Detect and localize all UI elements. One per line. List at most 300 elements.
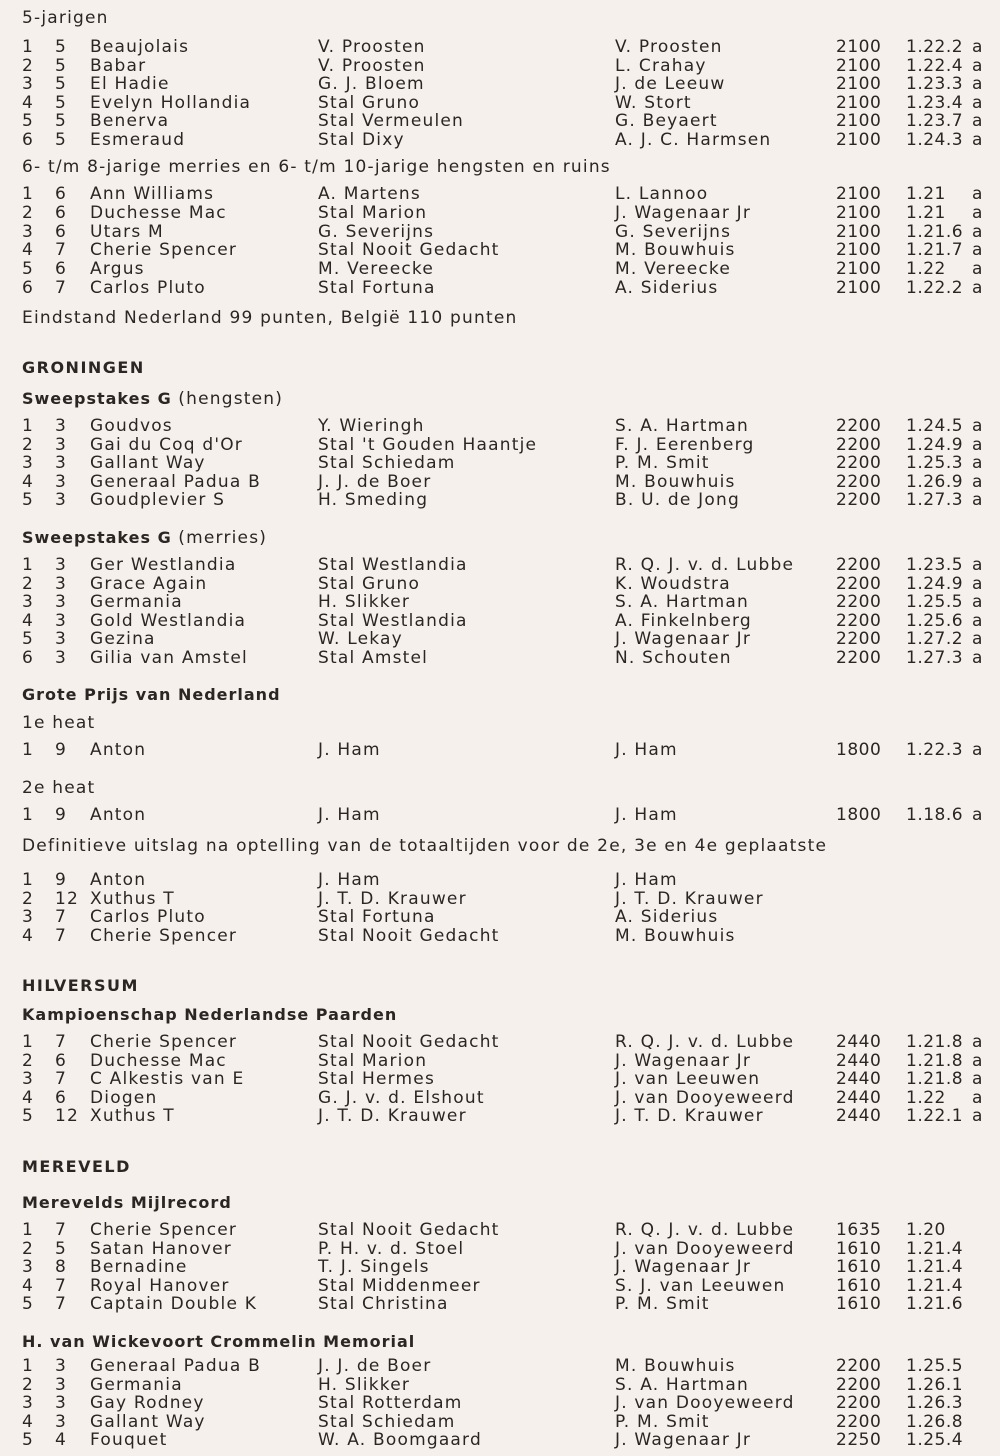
- result-owner: Stal Middenmeer: [318, 1275, 481, 1296]
- result-owner: A. Martens: [318, 184, 421, 204]
- result-time: 1.25.3: [906, 453, 964, 474]
- result-time: 1.22.2: [906, 37, 964, 57]
- result-owner: V. Proosten: [318, 37, 426, 57]
- result-row: [0, 1052, 1000, 1071]
- race-heading: [22, 389, 283, 409]
- result-driver: M. Bouwhuis: [615, 471, 736, 492]
- result-time: 1.22: [906, 1087, 946, 1108]
- result-pos: 5: [22, 490, 35, 511]
- result-driver: J. van Dooyeweerd: [615, 1087, 795, 1108]
- result-horse: Carlos Pluto: [90, 278, 206, 298]
- result-time: 1.26.1: [906, 1374, 964, 1395]
- result-dist: 2200: [836, 1356, 882, 1376]
- result-a: a: [972, 740, 984, 760]
- result-time: 1.27.3: [906, 648, 964, 668]
- result-dist: 2200: [836, 471, 882, 492]
- result-owner: J. T. D. Krauwer: [318, 888, 467, 909]
- result-age: 12: [55, 1106, 80, 1127]
- result-owner: J. J. de Boer: [318, 471, 432, 492]
- result-pos: 4: [22, 610, 35, 631]
- result-row: [0, 279, 1000, 298]
- result-age: 3: [55, 555, 68, 575]
- result-owner: Stal Rotterdam: [318, 1393, 463, 1414]
- result-pos: 2: [22, 888, 35, 909]
- result-age: 6: [55, 1050, 68, 1071]
- result-a: a: [972, 1050, 984, 1071]
- result-dist: 2200: [836, 453, 882, 474]
- result-row: [0, 241, 1000, 260]
- result-dist: 2100: [836, 111, 882, 132]
- result-a: a: [972, 130, 984, 150]
- venue-heading: GRONINGEN: [22, 358, 145, 377]
- result-driver: N. Schouten: [615, 648, 732, 668]
- result-driver: P. M. Smit: [615, 1294, 710, 1315]
- result-row: [0, 38, 1000, 57]
- heading-subtitle: (hengsten): [178, 389, 284, 409]
- result-row: [0, 436, 1000, 455]
- result-driver: W. Stort: [615, 92, 692, 113]
- result-dist: 2100: [836, 74, 882, 95]
- result-driver: J. Ham: [615, 740, 678, 760]
- result-dist: 2200: [836, 416, 882, 436]
- group-heading: [22, 8, 109, 28]
- result-a: a: [972, 555, 984, 575]
- result-time: 1.25.5: [906, 592, 964, 613]
- heading-subtitle: (merries): [178, 528, 268, 548]
- result-driver: J. Wagenaar Jr: [615, 202, 752, 223]
- result-owner: J. Ham: [318, 805, 381, 825]
- result-driver: R. Q. J. v. d. Lubbe: [615, 1032, 795, 1052]
- result-age: 5: [55, 55, 68, 76]
- result-dist: 1610: [836, 1275, 882, 1296]
- result-driver: J. Wagenaar Jr: [615, 1050, 752, 1071]
- result-pos: 4: [22, 471, 35, 492]
- race-heading: [22, 1332, 415, 1352]
- result-row: [0, 890, 1000, 909]
- result-owner: J. Ham: [318, 870, 381, 890]
- result-pos: 3: [22, 1069, 35, 1090]
- result-pos: 4: [22, 1411, 35, 1432]
- result-age: 3: [55, 490, 68, 511]
- result-age: 7: [55, 1294, 68, 1315]
- result-dist: 2200: [836, 629, 882, 650]
- result-pos: 4: [22, 925, 35, 946]
- result-pos: 1: [22, 555, 35, 575]
- result-horse: Gilia van Amstel: [90, 648, 248, 668]
- result-time: 1.24.3: [906, 130, 964, 150]
- result-age: 6: [55, 221, 68, 242]
- result-a: a: [972, 202, 984, 223]
- result-pos: 1: [22, 805, 35, 825]
- result-pos: 5: [22, 259, 35, 280]
- result-row: [0, 1240, 1000, 1259]
- result-horse: Xuthus T: [90, 888, 175, 909]
- result-age: 7: [55, 907, 68, 928]
- result-pos: 3: [22, 907, 35, 928]
- result-driver: P. M. Smit: [615, 453, 710, 474]
- result-time: 1.21.4: [906, 1275, 964, 1296]
- result-time: 1.26.3: [906, 1393, 964, 1414]
- result-owner: Stal Nooit Gedacht: [318, 1032, 500, 1052]
- result-pos: 1: [22, 416, 35, 436]
- result-owner: Stal Fortuna: [318, 907, 436, 928]
- result-age: 4: [55, 1430, 68, 1451]
- result-age: 12: [55, 888, 80, 909]
- result-horse: Gezina: [90, 629, 156, 650]
- result-age: 7: [55, 1275, 68, 1296]
- result-horse: Anton: [90, 805, 147, 825]
- result-owner: M. Vereecke: [318, 259, 435, 280]
- result-driver: J. van Dooyeweerd: [615, 1393, 795, 1414]
- result-pos: 3: [22, 74, 35, 95]
- result-horse: C Alkestis van E: [90, 1069, 245, 1090]
- result-owner: P. H. v. d. Stoel: [318, 1238, 465, 1259]
- result-time: 1.22.3: [906, 740, 964, 760]
- result-driver: L. Crahay: [615, 55, 707, 76]
- group-heading: [22, 836, 827, 856]
- result-row: [0, 1357, 1000, 1376]
- result-owner: J. T. D. Krauwer: [318, 1106, 467, 1127]
- result-horse: Argus: [90, 259, 145, 280]
- result-pos: 3: [22, 453, 35, 474]
- result-time: 1.24.9: [906, 573, 964, 594]
- result-age: 5: [55, 1238, 68, 1259]
- result-time: 1.21.4: [906, 1257, 964, 1278]
- result-driver: J. Wagenaar Jr: [615, 1257, 752, 1278]
- result-owner: G. J. Bloem: [318, 74, 425, 95]
- result-row: [0, 741, 1000, 760]
- result-pos: 5: [22, 1106, 35, 1127]
- result-row: [0, 204, 1000, 223]
- result-owner: H. Slikker: [318, 1374, 411, 1395]
- result-age: 3: [55, 434, 68, 455]
- result-age: 3: [55, 573, 68, 594]
- result-pos: 5: [22, 629, 35, 650]
- result-owner: Stal Schiedam: [318, 1411, 456, 1432]
- result-row: [0, 223, 1000, 242]
- result-driver: M. Bouwhuis: [615, 1356, 736, 1376]
- result-row: [0, 556, 1000, 575]
- result-row: [0, 75, 1000, 94]
- race-heading: Grote Prijs van Nederland: [22, 685, 281, 704]
- result-row: [0, 1221, 1000, 1240]
- result-age: 7: [55, 278, 68, 298]
- result-horse: Cherie Spencer: [90, 925, 238, 946]
- result-horse: Ann Williams: [90, 184, 215, 204]
- result-owner: Stal Marion: [318, 202, 428, 223]
- heading-text: Kampioenschap Nederlandse Paarden: [22, 1005, 398, 1024]
- result-dist: 2100: [836, 221, 882, 242]
- result-owner: Stal Fortuna: [318, 278, 436, 298]
- result-row: [0, 612, 1000, 631]
- result-horse: Duchesse Mac: [90, 1050, 227, 1071]
- result-dist: 1610: [836, 1294, 882, 1315]
- result-driver: J. Wagenaar Jr: [615, 629, 752, 650]
- result-age: 5: [55, 74, 68, 95]
- result-a: a: [972, 184, 984, 204]
- result-row: [0, 57, 1000, 76]
- result-a: a: [972, 37, 984, 57]
- result-pos: 1: [22, 740, 35, 760]
- result-driver: J. van Dooyeweerd: [615, 1238, 795, 1259]
- result-owner: Stal Gruno: [318, 92, 421, 113]
- result-horse: Cherie Spencer: [90, 1032, 238, 1052]
- result-row: [0, 473, 1000, 492]
- result-owner: Stal Nooit Gedacht: [318, 925, 500, 946]
- result-time: 1.22: [906, 259, 946, 280]
- result-horse: Goudplevier S: [90, 490, 226, 511]
- result-time: 1.22.4: [906, 55, 964, 76]
- result-row: [0, 1413, 1000, 1432]
- result-age: 6: [55, 1087, 68, 1108]
- result-pos: 5: [22, 1430, 35, 1451]
- result-owner: Stal Schiedam: [318, 453, 456, 474]
- result-owner: Stal Gruno: [318, 573, 421, 594]
- result-row: [0, 1258, 1000, 1277]
- result-horse: Grace Again: [90, 573, 208, 594]
- result-age: 3: [55, 1393, 68, 1414]
- race-heading: [22, 1193, 232, 1213]
- result-dist: 2440: [836, 1106, 882, 1127]
- result-pos: 2: [22, 202, 35, 223]
- result-driver: P. M. Smit: [615, 1411, 710, 1432]
- result-time: 1.27.3: [906, 490, 964, 511]
- summary-text: Eindstand Nederland 99 punten, België 110 punten: [22, 308, 518, 328]
- heading-text: 2e heat: [22, 778, 96, 798]
- result-row: [0, 1033, 1000, 1052]
- result-age: 3: [55, 648, 68, 668]
- result-owner: Stal 't Gouden Haantje: [318, 434, 538, 455]
- result-age: 7: [55, 240, 68, 261]
- result-time: 1.25.4: [906, 1430, 964, 1451]
- result-time: 1.21.8: [906, 1050, 964, 1071]
- result-age: 3: [55, 1374, 68, 1395]
- result-row: [0, 649, 1000, 668]
- result-a: a: [972, 416, 984, 436]
- result-a: a: [972, 629, 984, 650]
- result-time: 1.21.8: [906, 1032, 964, 1052]
- result-a: a: [972, 453, 984, 474]
- result-row: [0, 260, 1000, 279]
- result-horse: El Hadie: [90, 74, 170, 95]
- result-driver: S. A. Hartman: [615, 1374, 749, 1395]
- result-driver: J. van Leeuwen: [615, 1069, 761, 1090]
- result-horse: Xuthus T: [90, 1106, 175, 1127]
- result-time: 1.23.4: [906, 92, 964, 113]
- result-driver: S. A. Hartman: [615, 416, 749, 436]
- result-pos: 6: [22, 278, 35, 298]
- result-owner: Stal Hermes: [318, 1069, 436, 1090]
- result-driver: R. Q. J. v. d. Lubbe: [615, 1220, 795, 1240]
- result-driver: J. Ham: [615, 870, 678, 890]
- heading-text: Merevelds Mijlrecord: [22, 1193, 232, 1212]
- result-horse: Gallant Way: [90, 453, 206, 474]
- result-horse: Goudvos: [90, 416, 173, 436]
- result-dist: 2200: [836, 1393, 882, 1414]
- result-time: 1.21.7: [906, 240, 964, 261]
- race-heading: [22, 528, 267, 548]
- result-time: 1.18.6: [906, 805, 964, 825]
- result-row: [0, 1394, 1000, 1413]
- result-row: [0, 112, 1000, 131]
- heading-text: Sweepstakes G: [22, 528, 172, 547]
- result-pos: 4: [22, 240, 35, 261]
- result-owner: Stal Nooit Gedacht: [318, 240, 500, 261]
- result-row: [0, 454, 1000, 473]
- result-row: [0, 630, 1000, 649]
- venue-heading: MEREVELD: [22, 1157, 131, 1176]
- result-pos: 3: [22, 221, 35, 242]
- result-time: 1.26.8: [906, 1411, 964, 1432]
- result-horse: Satan Hanover: [90, 1238, 232, 1259]
- result-pos: 6: [22, 648, 35, 668]
- result-a: a: [972, 221, 984, 242]
- result-dist: 2100: [836, 37, 882, 57]
- result-horse: Gai du Coq d'Or: [90, 434, 243, 455]
- result-time: 1.23.7: [906, 111, 964, 132]
- result-driver: L. Lannoo: [615, 184, 709, 204]
- result-dist: 2100: [836, 278, 882, 298]
- result-time: 1.22.2: [906, 278, 964, 298]
- result-a: a: [972, 92, 984, 113]
- result-horse: Generaal Padua B: [90, 1356, 261, 1376]
- result-dist: 2100: [836, 240, 882, 261]
- result-age: 8: [55, 1257, 68, 1278]
- result-time: 1.27.2: [906, 629, 964, 650]
- result-owner: G. Severijns: [318, 221, 435, 242]
- result-dist: 2250: [836, 1430, 882, 1451]
- result-dist: 2100: [836, 202, 882, 223]
- result-horse: Ger Westlandia: [90, 555, 237, 575]
- result-dist: 2200: [836, 573, 882, 594]
- result-age: 5: [55, 130, 68, 150]
- result-horse: Benerva: [90, 111, 170, 132]
- result-driver: J. T. D. Krauwer: [615, 1106, 764, 1127]
- result-driver: S. J. van Leeuwen: [615, 1275, 786, 1296]
- result-horse: Anton: [90, 870, 147, 890]
- result-dist: 2200: [836, 490, 882, 511]
- result-age: 9: [55, 870, 68, 890]
- result-time: 1.23.3: [906, 74, 964, 95]
- result-pos: 3: [22, 592, 35, 613]
- result-row: [0, 1431, 1000, 1450]
- result-pos: 4: [22, 1087, 35, 1108]
- result-horse: Cherie Spencer: [90, 240, 238, 261]
- result-driver: B. U. de Jong: [615, 490, 740, 511]
- race-heading: [22, 1005, 397, 1025]
- result-horse: Bernadine: [90, 1257, 188, 1278]
- result-driver: A. Siderius: [615, 278, 719, 298]
- result-owner: Stal Dixy: [318, 130, 405, 150]
- heading-text: 1e heat: [22, 713, 96, 733]
- result-dist: 2440: [836, 1087, 882, 1108]
- result-pos: 1: [22, 1032, 35, 1052]
- result-pos: 3: [22, 1393, 35, 1414]
- result-row: [0, 575, 1000, 594]
- result-driver: J. de Leeuw: [615, 74, 726, 95]
- result-time: 1.25.5: [906, 1356, 964, 1376]
- result-a: a: [972, 573, 984, 594]
- result-time: 1.21: [906, 202, 946, 223]
- result-pos: 5: [22, 111, 35, 132]
- result-horse: Utars M: [90, 221, 164, 242]
- result-time: 1.26.9: [906, 471, 964, 492]
- result-dist: 2200: [836, 592, 882, 613]
- result-a: a: [972, 111, 984, 132]
- result-dist: 1800: [836, 740, 882, 760]
- result-row: [0, 1295, 1000, 1314]
- result-row: [0, 871, 1000, 890]
- result-a: a: [972, 259, 984, 280]
- result-a: a: [972, 805, 984, 825]
- result-a: a: [972, 490, 984, 511]
- result-driver: M. Bouwhuis: [615, 240, 736, 261]
- result-pos: 2: [22, 1050, 35, 1071]
- result-driver: M. Bouwhuis: [615, 925, 736, 946]
- result-time: 1.21.6: [906, 221, 964, 242]
- result-owner: Y. Wieringh: [318, 416, 425, 436]
- result-pos: 1: [22, 37, 35, 57]
- result-driver: R. Q. J. v. d. Lubbe: [615, 555, 795, 575]
- result-owner: Stal Amstel: [318, 648, 429, 668]
- result-dist: 2440: [836, 1069, 882, 1090]
- result-age: 3: [55, 1356, 68, 1376]
- result-pos: 1: [22, 1356, 35, 1376]
- result-driver: V. Proosten: [615, 37, 723, 57]
- result-horse: Cherie Spencer: [90, 1220, 238, 1240]
- result-dist: 2200: [836, 434, 882, 455]
- result-age: 7: [55, 1069, 68, 1090]
- result-age: 3: [55, 471, 68, 492]
- result-owner: Stal Vermeulen: [318, 111, 465, 132]
- result-owner: T. J. Singels: [318, 1257, 430, 1278]
- result-owner: J. Ham: [318, 740, 381, 760]
- result-owner: G. J. v. d. Elshout: [318, 1087, 485, 1108]
- result-horse: Esmeraud: [90, 130, 186, 150]
- result-horse: Royal Hanover: [90, 1275, 230, 1296]
- result-dist: 1610: [836, 1257, 882, 1278]
- result-driver: K. Woudstra: [615, 573, 731, 594]
- result-age: 3: [55, 453, 68, 474]
- group-heading: [22, 157, 611, 177]
- result-owner: Stal Christina: [318, 1294, 449, 1315]
- result-owner: J. J. de Boer: [318, 1356, 432, 1376]
- result-row: [0, 1376, 1000, 1395]
- heading-text: Definitieve uitslag na optelling van de totaaltijden voor de 2e, 3e en 4e geplaatste: [22, 836, 828, 856]
- result-horse: Duchesse Mac: [90, 202, 227, 223]
- result-driver: A. Finkelnberg: [615, 610, 752, 631]
- result-owner: W. Lekay: [318, 629, 403, 650]
- result-horse: Babar: [90, 55, 147, 76]
- result-a: a: [972, 278, 984, 298]
- result-a: a: [972, 240, 984, 261]
- result-dist: 1635: [836, 1220, 882, 1240]
- result-dist: 2200: [836, 555, 882, 575]
- group-heading: [22, 713, 95, 733]
- result-owner: Stal Marion: [318, 1050, 428, 1071]
- result-time: 1.21.6: [906, 1294, 964, 1315]
- result-driver: A. J. C. Harmsen: [615, 130, 772, 150]
- result-age: 9: [55, 805, 68, 825]
- result-age: 7: [55, 925, 68, 946]
- result-dist: 1800: [836, 805, 882, 825]
- result-time: 1.21: [906, 184, 946, 204]
- result-dist: 2100: [836, 55, 882, 76]
- result-a: a: [972, 648, 984, 668]
- result-age: 6: [55, 202, 68, 223]
- result-age: 3: [55, 592, 68, 613]
- result-row: [0, 1107, 1000, 1126]
